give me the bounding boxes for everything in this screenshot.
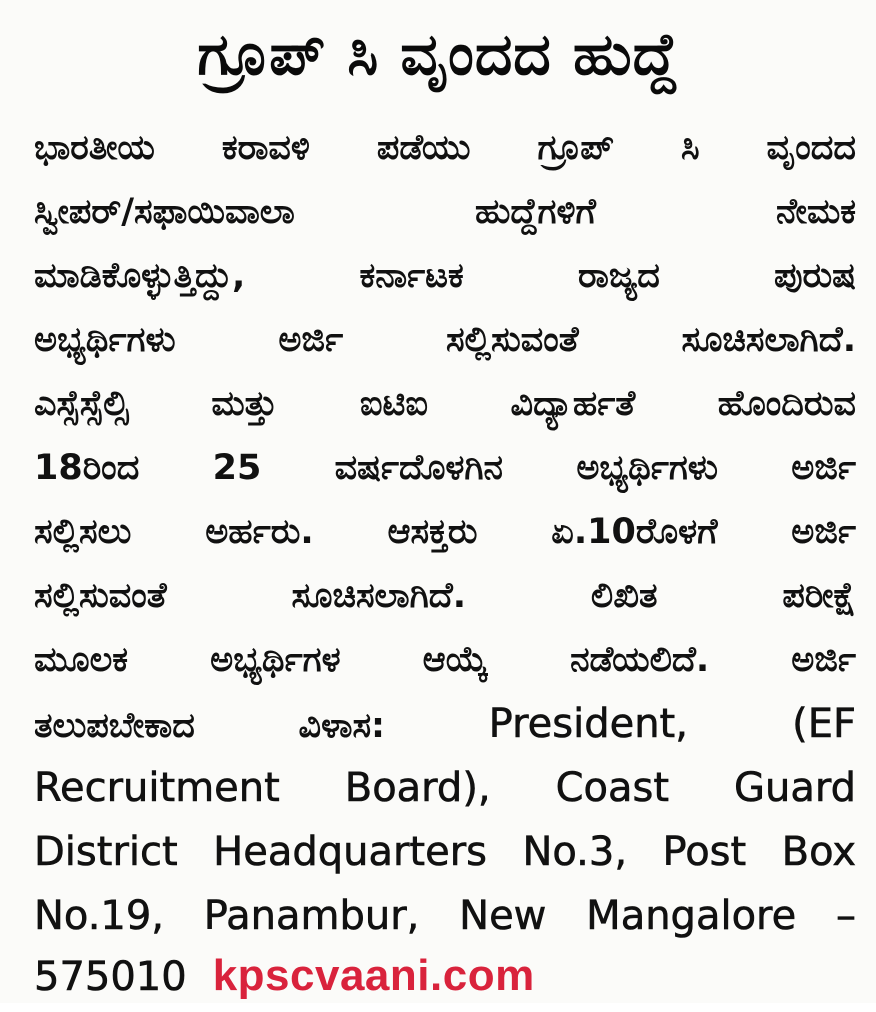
address-line: President, (EF <box>488 701 856 747</box>
body-line: ಮಾಡಿಕೊಳ್ಳುತ್ತಿದ್ದು, ಕರ್ನಾಟಕ ರಾಜ್ಯದ ಪುರುಷ <box>34 256 856 296</box>
address-line: Recruitment Board), Coast Guard <box>34 765 856 811</box>
body-line: ಸ್ವೀಪರ್/ಸಫಾಯಿವಾಲಾ ಹುದ್ದೆಗಳಿಗೆ ನೇಮಕ <box>34 192 856 232</box>
headline: ಗ್ರೂಪ್ ಸಿ ವೃಂದದ ಹುದ್ದೆ <box>197 20 679 88</box>
body-line: ಅಭ್ಯರ್ಥಿಗಳು ಅರ್ಜಿ ಸಲ್ಲಿಸುವಂತೆ ಸೂಚಿಸಲಾಗಿದೆ. <box>34 320 856 360</box>
body-line: ಮೂಲಕ ಅಭ್ಯರ್ಥಿಗಳ ಆಯ್ಕೆ ನಡೆಯಲಿದೆ. ಅರ್ಜಿ <box>34 640 856 680</box>
address-first-line <box>34 692 856 756</box>
body-line: ಸಲ್ಲಿಸುವಂತೆ ಸೂಚಿಸಲಾಗಿದೆ. ಲಿಖಿತ ಪರೀಕ್ಷೆ <box>34 576 856 616</box>
address-line: District Headquarters No.3, Post Box <box>34 829 856 875</box>
article-body <box>34 116 856 948</box>
body-line: ಎಸ್ಸೆಸ್ಸೆಲ್ಸಿ ಮತ್ತು ಐಟಿಐ ವಿದ್ಯಾರ್ಹತೆ ಹೊಂದಿರುವ <box>34 384 856 424</box>
watermark-link[interactable]: kpscvaani.com <box>212 951 535 1000</box>
address-line: No.19, Panambur, New Mangalore – <box>34 893 856 939</box>
pincode: 575010 <box>34 954 187 1000</box>
footer-row <box>34 948 856 1003</box>
body-line: ಸಲ್ಲಿಸಲು ಅರ್ಹರು. ಆಸಕ್ತರು ಏ.10ರೊಳಗೆ ಅರ್ಜಿ <box>34 512 856 552</box>
address-label: ತಲುಪಬೇಕಾದ ವಿಳಾಸ: <box>34 706 386 746</box>
body-line: ಭಾರತೀಯ ಕರಾವಳಿ ಪಡೆಯು ಗ್ರೂಪ್ ಸಿ ವೃಂದದ <box>34 128 856 168</box>
body-line: 18ರಿಂದ 25 ವರ್ಷದೊಳಗಿನ ಅಭ್ಯರ್ಥಿಗಳು ಅರ್ಜಿ <box>34 448 856 488</box>
